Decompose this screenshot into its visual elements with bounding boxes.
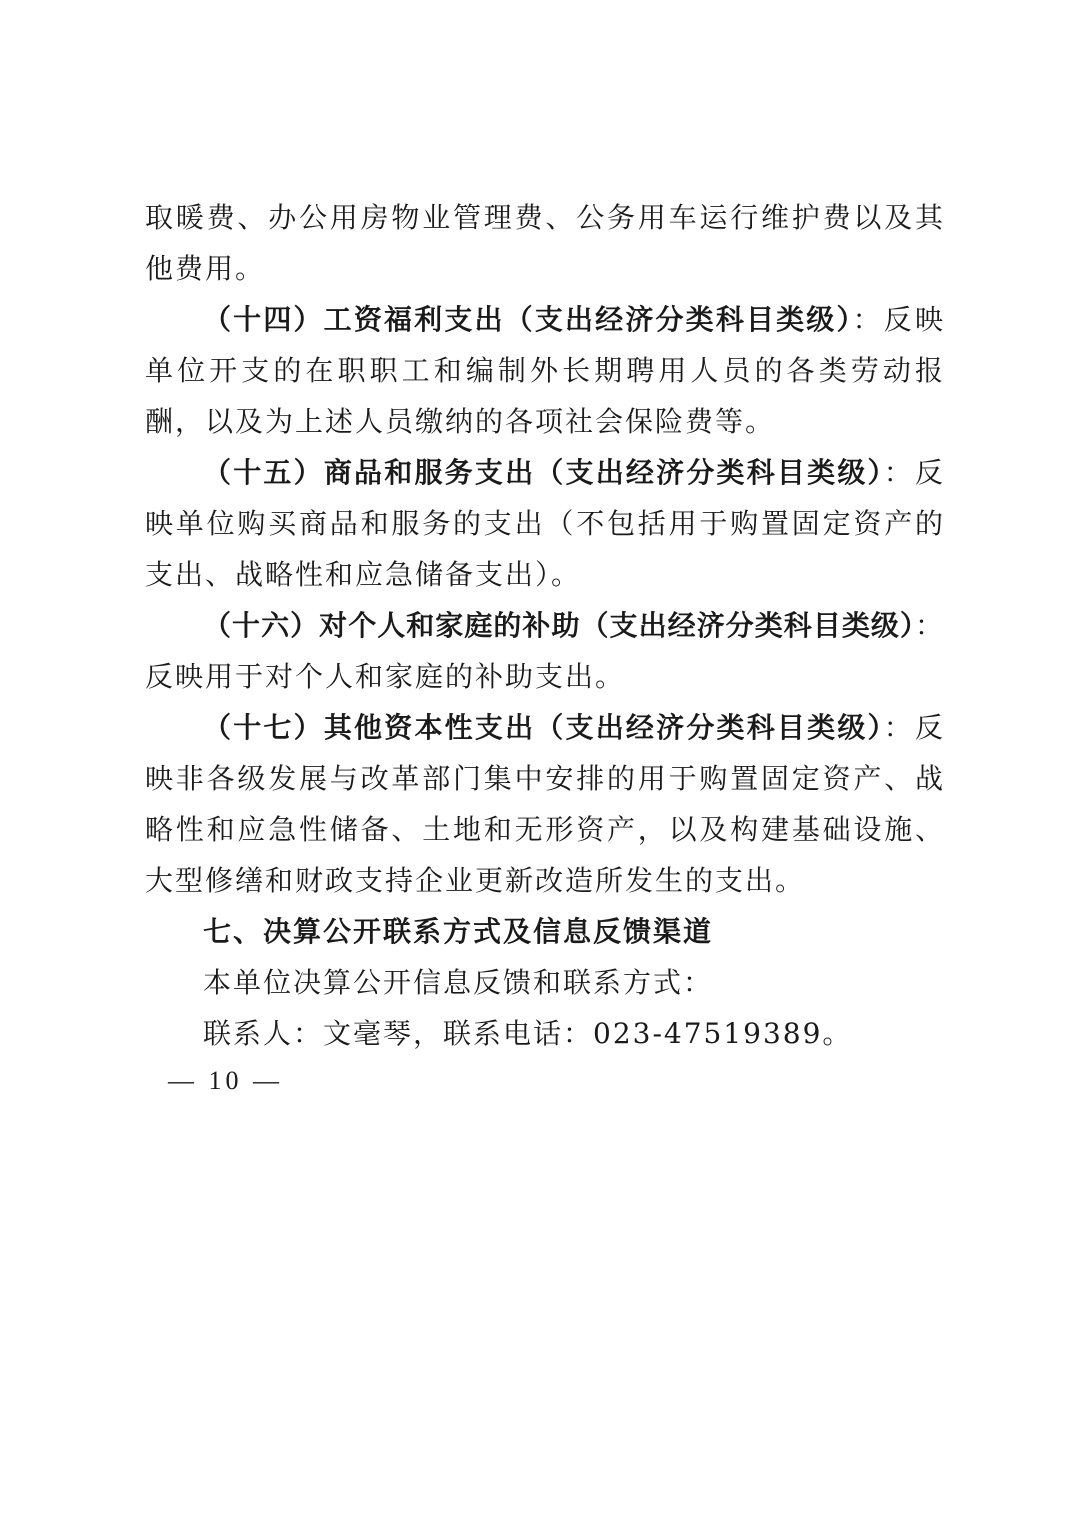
- item-heading: （十五）商品和服务支出（支出经济分类科目类级）: [203, 456, 884, 489]
- contact-line: 联系人：文毫琴，联系电话：023-47519389。: [203, 1017, 853, 1050]
- item-heading: （十六）对个人和家庭的补助（支出经济分类科目类级）: [203, 609, 915, 642]
- paragraph-text: ：反映单位开支的在职职工和编制外长期聘用人员的各类劳动报酬，以及为上述人员缴纳的各项社会保险费等。: [145, 303, 945, 438]
- section-seven-title: 七、决算公开联系方式及信息反馈渠道: [203, 915, 714, 948]
- paragraph-item-16: [145, 600, 945, 702]
- paragraph-text: ：反映用于对个人和家庭的补助支出。: [145, 609, 945, 693]
- paragraph-item-17: [145, 702, 945, 906]
- paragraph-item-14: [145, 294, 945, 447]
- paragraph-text: ：反映单位购买商品和服务的支出（不包括用于购置固定资产的支出、战略性和应急储备支出）。: [145, 456, 945, 591]
- page-number: — 10 —: [168, 1066, 283, 1095]
- item-heading: （十七）其他资本性支出（支出经济分类科目类级）: [203, 711, 884, 744]
- paragraph-item-15: [145, 447, 945, 600]
- section-seven-intro: 本单位决算公开信息反馈和联系方式：: [203, 966, 714, 999]
- paragraph-continuation: [145, 192, 945, 294]
- paragraph-text: ：反映非各级发展与改革部门集中安排的用于购置固定资产、战略性和应急性储备、土地和无形资产，以及构建基础设施、大型修缮和财政支持企业更新改造所发生的支出。: [145, 711, 945, 897]
- document-body: [145, 192, 945, 1059]
- paragraph-text: 取暖费、办公用房物业管理费、公务用车运行维护费以及其他费用。: [145, 201, 945, 285]
- item-heading: （十四）工资福利支出（支出经济分类科目类级）: [203, 303, 853, 336]
